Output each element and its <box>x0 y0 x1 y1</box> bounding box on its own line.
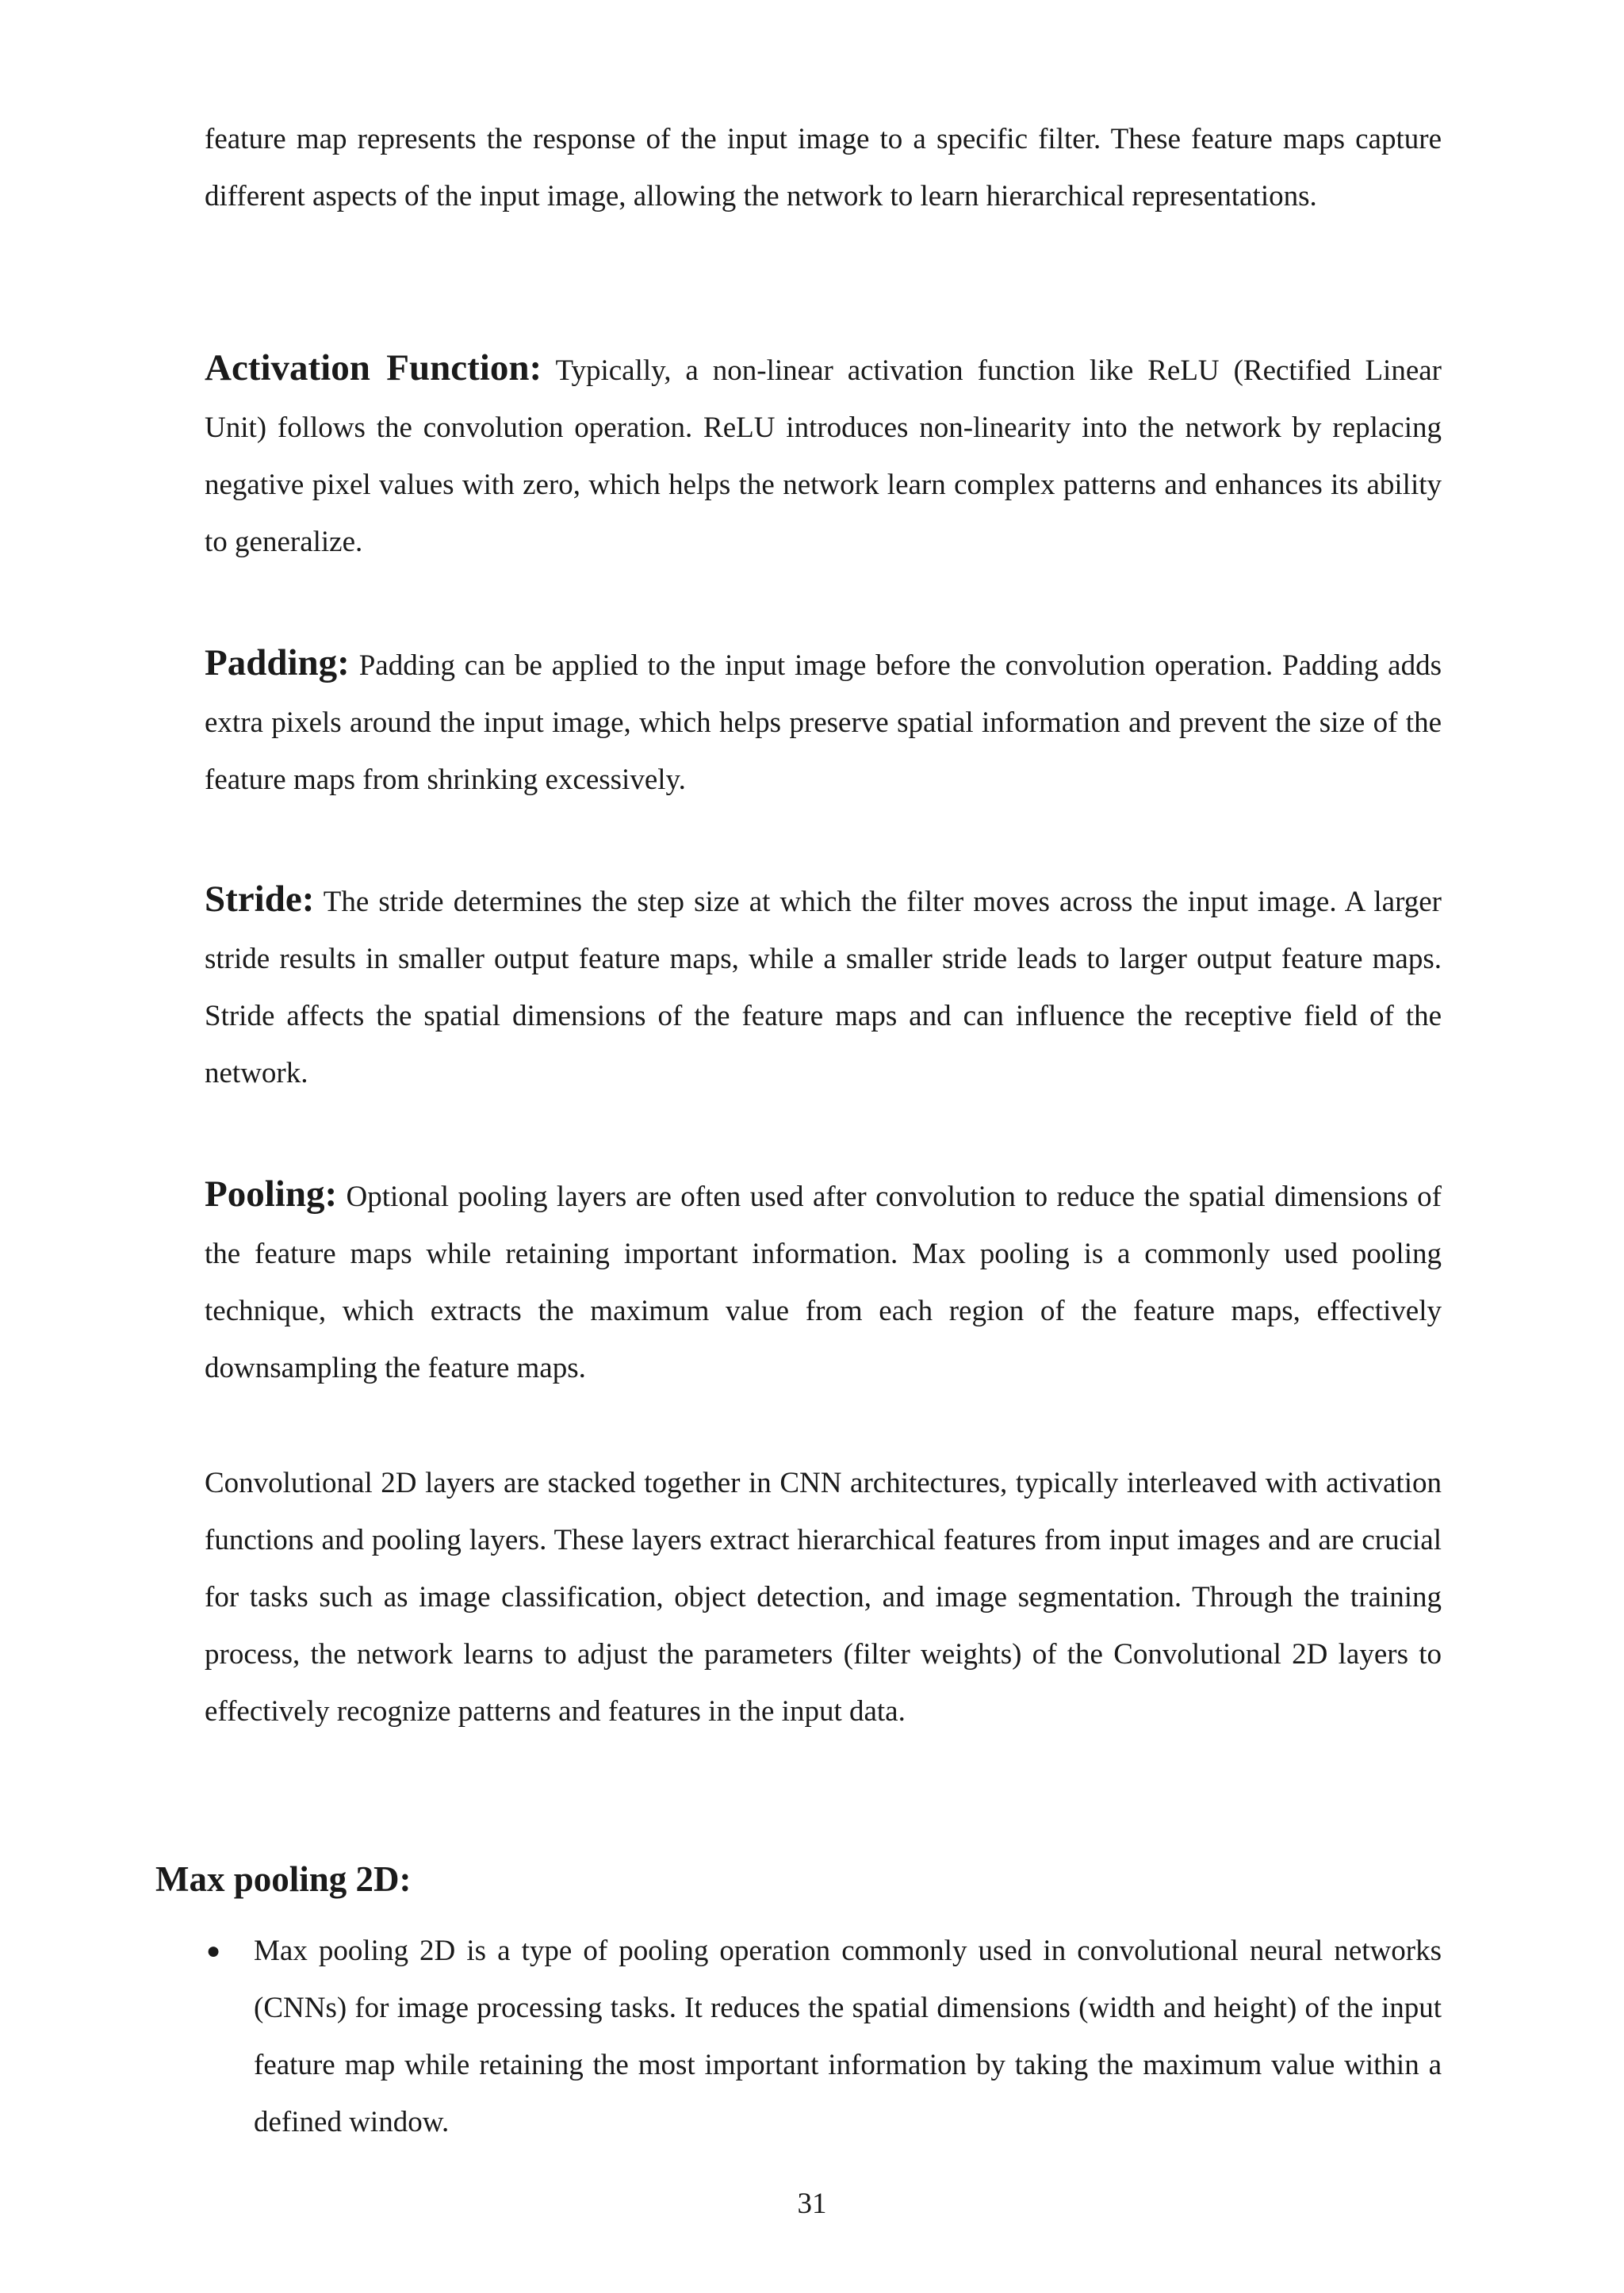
stride-term: Stride: <box>205 879 315 920</box>
stride-paragraph <box>205 871 1442 1102</box>
padding-term: Padding: <box>205 642 350 683</box>
activation-function-body: Typically, a non-linear activation function like ReLU (Rectified Linear Unit) follows the convolution operation. ReLU introduces non-linearity into the network by replacing negative pixel values with zero, which helps the network learn complex patterns and enhances its ability to generalize. <box>205 354 1442 558</box>
activation-function-term: Activation Function: <box>205 347 542 389</box>
intro-paragraph: feature map represents the response of the input image to a specific filter. These feature maps capture different aspects of the input image, allowing the network to learn hierarchical representations. <box>205 123 1442 212</box>
pooling-paragraph <box>205 1166 1442 1397</box>
padding-paragraph <box>205 634 1442 809</box>
max-pooling-heading: Max pooling 2D: <box>155 1859 412 1899</box>
activation-function-paragraph <box>205 339 1442 571</box>
padding-body: Padding can be applied to the input image before the convolution operation. Padding adds extra pixels around the input image, which helps preserve spatial information and prevent the size of the feature maps from shrinking excessively. <box>205 649 1442 796</box>
page-number: 31 <box>797 2188 827 2220</box>
summary-paragraph: Convolutional 2D layers are stacked together in CNN architectures, typically interleaved with activation functions and pooling layers. These layers extract hierarchical features from input images and are crucial for tasks such as image classification, object detection, and image segmentation. Through the training process, the network learns to adjust the parameters (filter weights) of the Convolutional 2D layers to effectively recognize patterns and features in the input data. <box>205 1467 1442 1728</box>
bullet-item <box>205 1923 1442 2151</box>
pooling-body: Optional pooling layers are often used after convolution to reduce the spatial dimensions of the feature maps while retaining important information. Max pooling is a commonly used pooling technique, which extracts the maximum value from each region of the feature maps, effectively downsampling the feature maps. <box>205 1181 1442 1384</box>
bullet-text: Max pooling 2D is a type of pooling operation commonly used in convolutional neural networks (CNNs) for image processing tasks. It reduces the spatial dimensions (width and height) of the input feature map while retaining the most important information by taking the maximum value within a defined window. <box>254 1935 1442 2138</box>
max-pooling-bullet-list <box>205 1923 1442 2151</box>
stride-body: The stride determines the step size at which the filter moves across the input image. A larger stride results in smaller output feature maps, while a smaller stride leads to larger output feature maps. Stride affects the spatial dimensions of the feature maps and can influence the receptive field of the network. <box>205 886 1442 1089</box>
pooling-term: Pooling: <box>205 1173 338 1215</box>
bullet-dot-icon: ● <box>206 1938 221 1964</box>
